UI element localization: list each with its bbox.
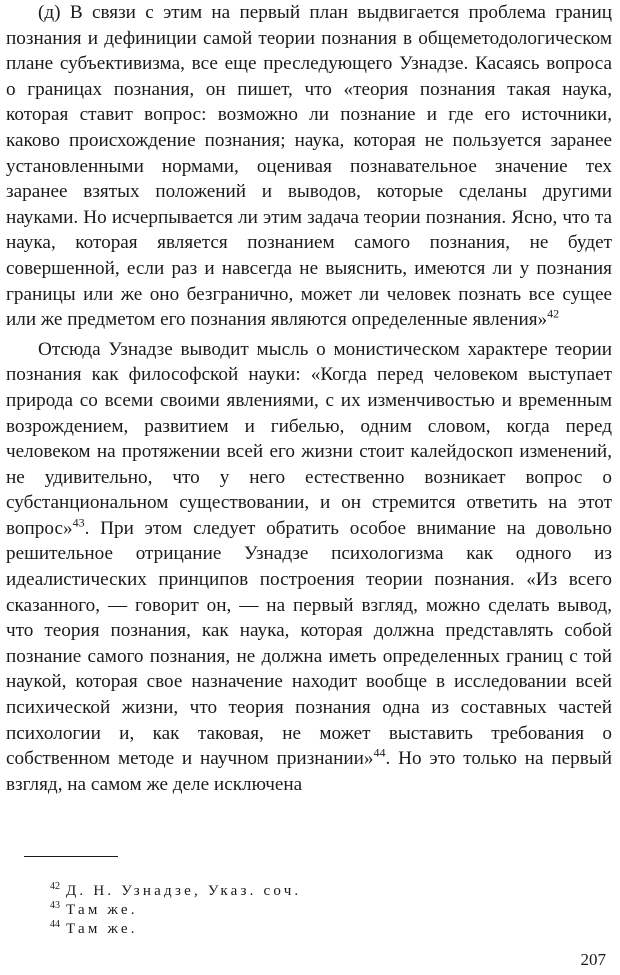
footnote-text: Там же. [66, 902, 138, 918]
footnote-text: Там же. [66, 921, 138, 937]
page-number: 207 [580, 950, 606, 969]
footnote-mark: 43 [50, 900, 60, 911]
footnote-43 [50, 901, 470, 920]
footnote-ref-42: 42 [547, 306, 560, 321]
paragraph-1-text: (д) В связи с этим на первый план выдвигается проблема границ познания и дефиниции самой теории познания в общеметодологическом плане субъективизма, все еще преследующего Узнадзе. Касаясь вопроса о границах познания, он пишет, что «теория познания такая наука, которая ставит вопрос: возможно ли познание и где его источники, каково происхождение познания; наука, которая не пользуется заранее установленными нормами, оценивая познавательное значение тех заранее взятых положений и выводов, которые сделаны другими науками. Но исчерпывается ли этим задача теории познания. Ясно, что та наука, которая является познанием самого познания, не будет совершенной, если раз и навсегда не выяснить, имеются ли у познания границы или же оно безгранично, может ли человек познать все сущее или же предметом его познания являются определенные явления» [6, 2, 612, 331]
paragraph-2 [6, 337, 612, 798]
footnotes [50, 882, 470, 939]
footnote-separator [24, 856, 118, 857]
footnote-44 [50, 920, 470, 939]
paragraph-1 [6, 0, 612, 333]
paragraph-2-text-part-1: Отсюда Узнадзе выводит мысль о монистическом характере теории познания как философской науки: «Когда перед человеком выступает природа со всеми своими явлениями, с их изменчивостью и временным возрождением, развитием и гибелью, одним словом, когда перед человеком на протяжении всей его жизни стоит калейдоскоп изменений, не удивительно, что у него естественно возникает вопрос о субстанциональном существовании, и он стремится ответить на этот вопрос» [6, 338, 612, 539]
paragraph-2-text-part-2: . При этом следует обратить особое внимание на довольно решительное отрицание Узнадзе психологизма как одного из идеалистических принципов построения теории познания. «Из всего сказанного, — говорит он, — на первый взгляд, можно сделать вывод, что теория познания, как наука, которая должна представлять собой познание самого познания, не должна иметь определенных границ с той наукой, которая свое назначение находит вообще в исследовании всей психической жизни, что теория познания одна из составных частей психологии и, как таковая, не может выставить требования о собственном методе и научном признании» [6, 517, 612, 770]
paragraph-2-text-part-3: . Но это только на первый взгляд, на самом же деле исключена [6, 748, 612, 795]
footnote-ref-43: 43 [72, 515, 85, 530]
main-text [6, 0, 612, 797]
footnote-42 [50, 882, 470, 901]
footnote-mark: 42 [50, 881, 60, 892]
footnote-ref-44: 44 [373, 745, 386, 760]
footnote-mark: 44 [50, 919, 60, 930]
footnote-text: Д. Н. Узнадзе, Указ. соч. [66, 883, 302, 899]
